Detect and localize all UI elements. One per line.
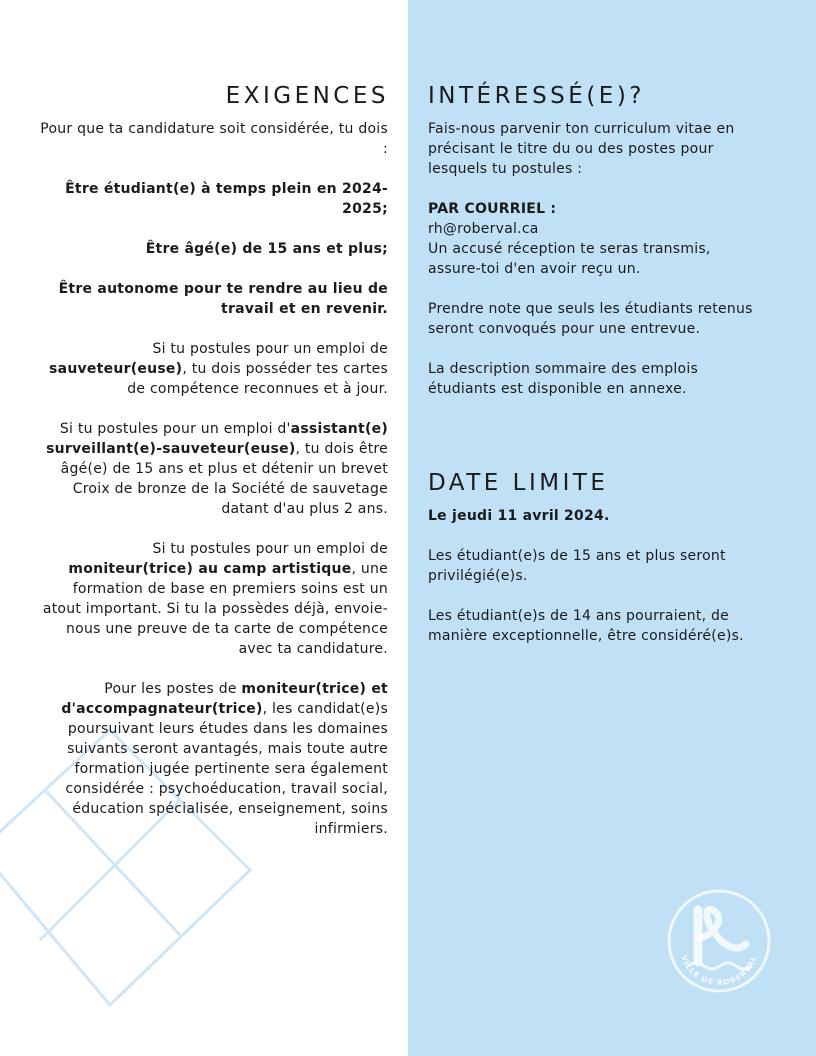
monitor-paragraph: Pour les postes de moniteur(trice) et d'accompagnateur(trice), les candidat(e)s poursuivant leurs études dans les domaines suivants seront avantagés, mais toute autre formation jugée pertinente sera également considérée : psychoéducation, travail social, éducation spécialisée, enseignement, soins infirmiers. (61, 681, 388, 837)
requirements-heading: EXIGENCES (225, 83, 389, 109)
requirements-intro: Pour que ta candidature soit considérée, tu dois : (40, 121, 388, 157)
lifeguard-paragraph: Si tu postules pour un emploi de sauveteur(euse), tu dois posséder tes cartes de compétence reconnues et à jour. (49, 341, 388, 397)
annex-note: La description sommaire des emplois étudiants est disponible en annexe. (428, 361, 699, 397)
roberval-logo-icon (666, 888, 772, 994)
requirement-autonomy: Être autonome pour te rendre au lieu de travail et en revenir. (58, 281, 388, 317)
receipt-text: Un accusé réception te seras transmis, assure-toi d'en avoir reçu un. (428, 241, 711, 277)
apply-column (428, 82, 768, 646)
email-label: PAR COURRIEL : (428, 201, 557, 217)
deadline-heading: DATE LIMITE (428, 470, 609, 496)
exception-note: Les étudiant(e)s de 14 ans pourraient, de manière exceptionnelle, être considéré(e)s. (428, 608, 744, 644)
apply-intro: Fais-nous parvenir ton curriculum vitae en précisant le titre du ou des postes pour lesquels tu postules : (428, 121, 735, 177)
deadline-date: Le jeudi 11 avril 2024. (428, 508, 610, 524)
interested-heading: INTÉRESSÉ(E)? (428, 83, 646, 109)
selection-note: Prendre note que seuls les étudiants retenus seront convoqués pour une entrevue. (428, 301, 753, 337)
requirements-column (40, 82, 388, 839)
art-camp-paragraph: Si tu postules pour un emploi de moniteur(trice) au camp artistique, une formation de base en premiers soins est un atout important. Si tu la possèdes déjà, envoie-nous une preuve de ta carte de compétence avec ta candidature. (42, 541, 388, 657)
email-link[interactable]: rh@roberval.ca (428, 221, 539, 237)
priority-note: Les étudiant(e)s de 15 ans et plus seront privilégié(e)s. (428, 548, 726, 584)
requirement-full-time: Être étudiant(e) à temps plein en 2024-2025; (65, 181, 388, 217)
logo-text: VILLE DE ROBERVAL (679, 953, 759, 988)
assistant-lifeguard-paragraph: Si tu postules pour un emploi d'assistant(e) surveillant(e)-sauveteur(euse), tu dois être âgé(e) de 15 ans et plus et détenir un brevet Croix de bronze de la Société de sauvetage datant d'au plus 2 ans. (46, 421, 388, 517)
requirement-age: Être âgé(e) de 15 ans et plus; (145, 241, 388, 257)
